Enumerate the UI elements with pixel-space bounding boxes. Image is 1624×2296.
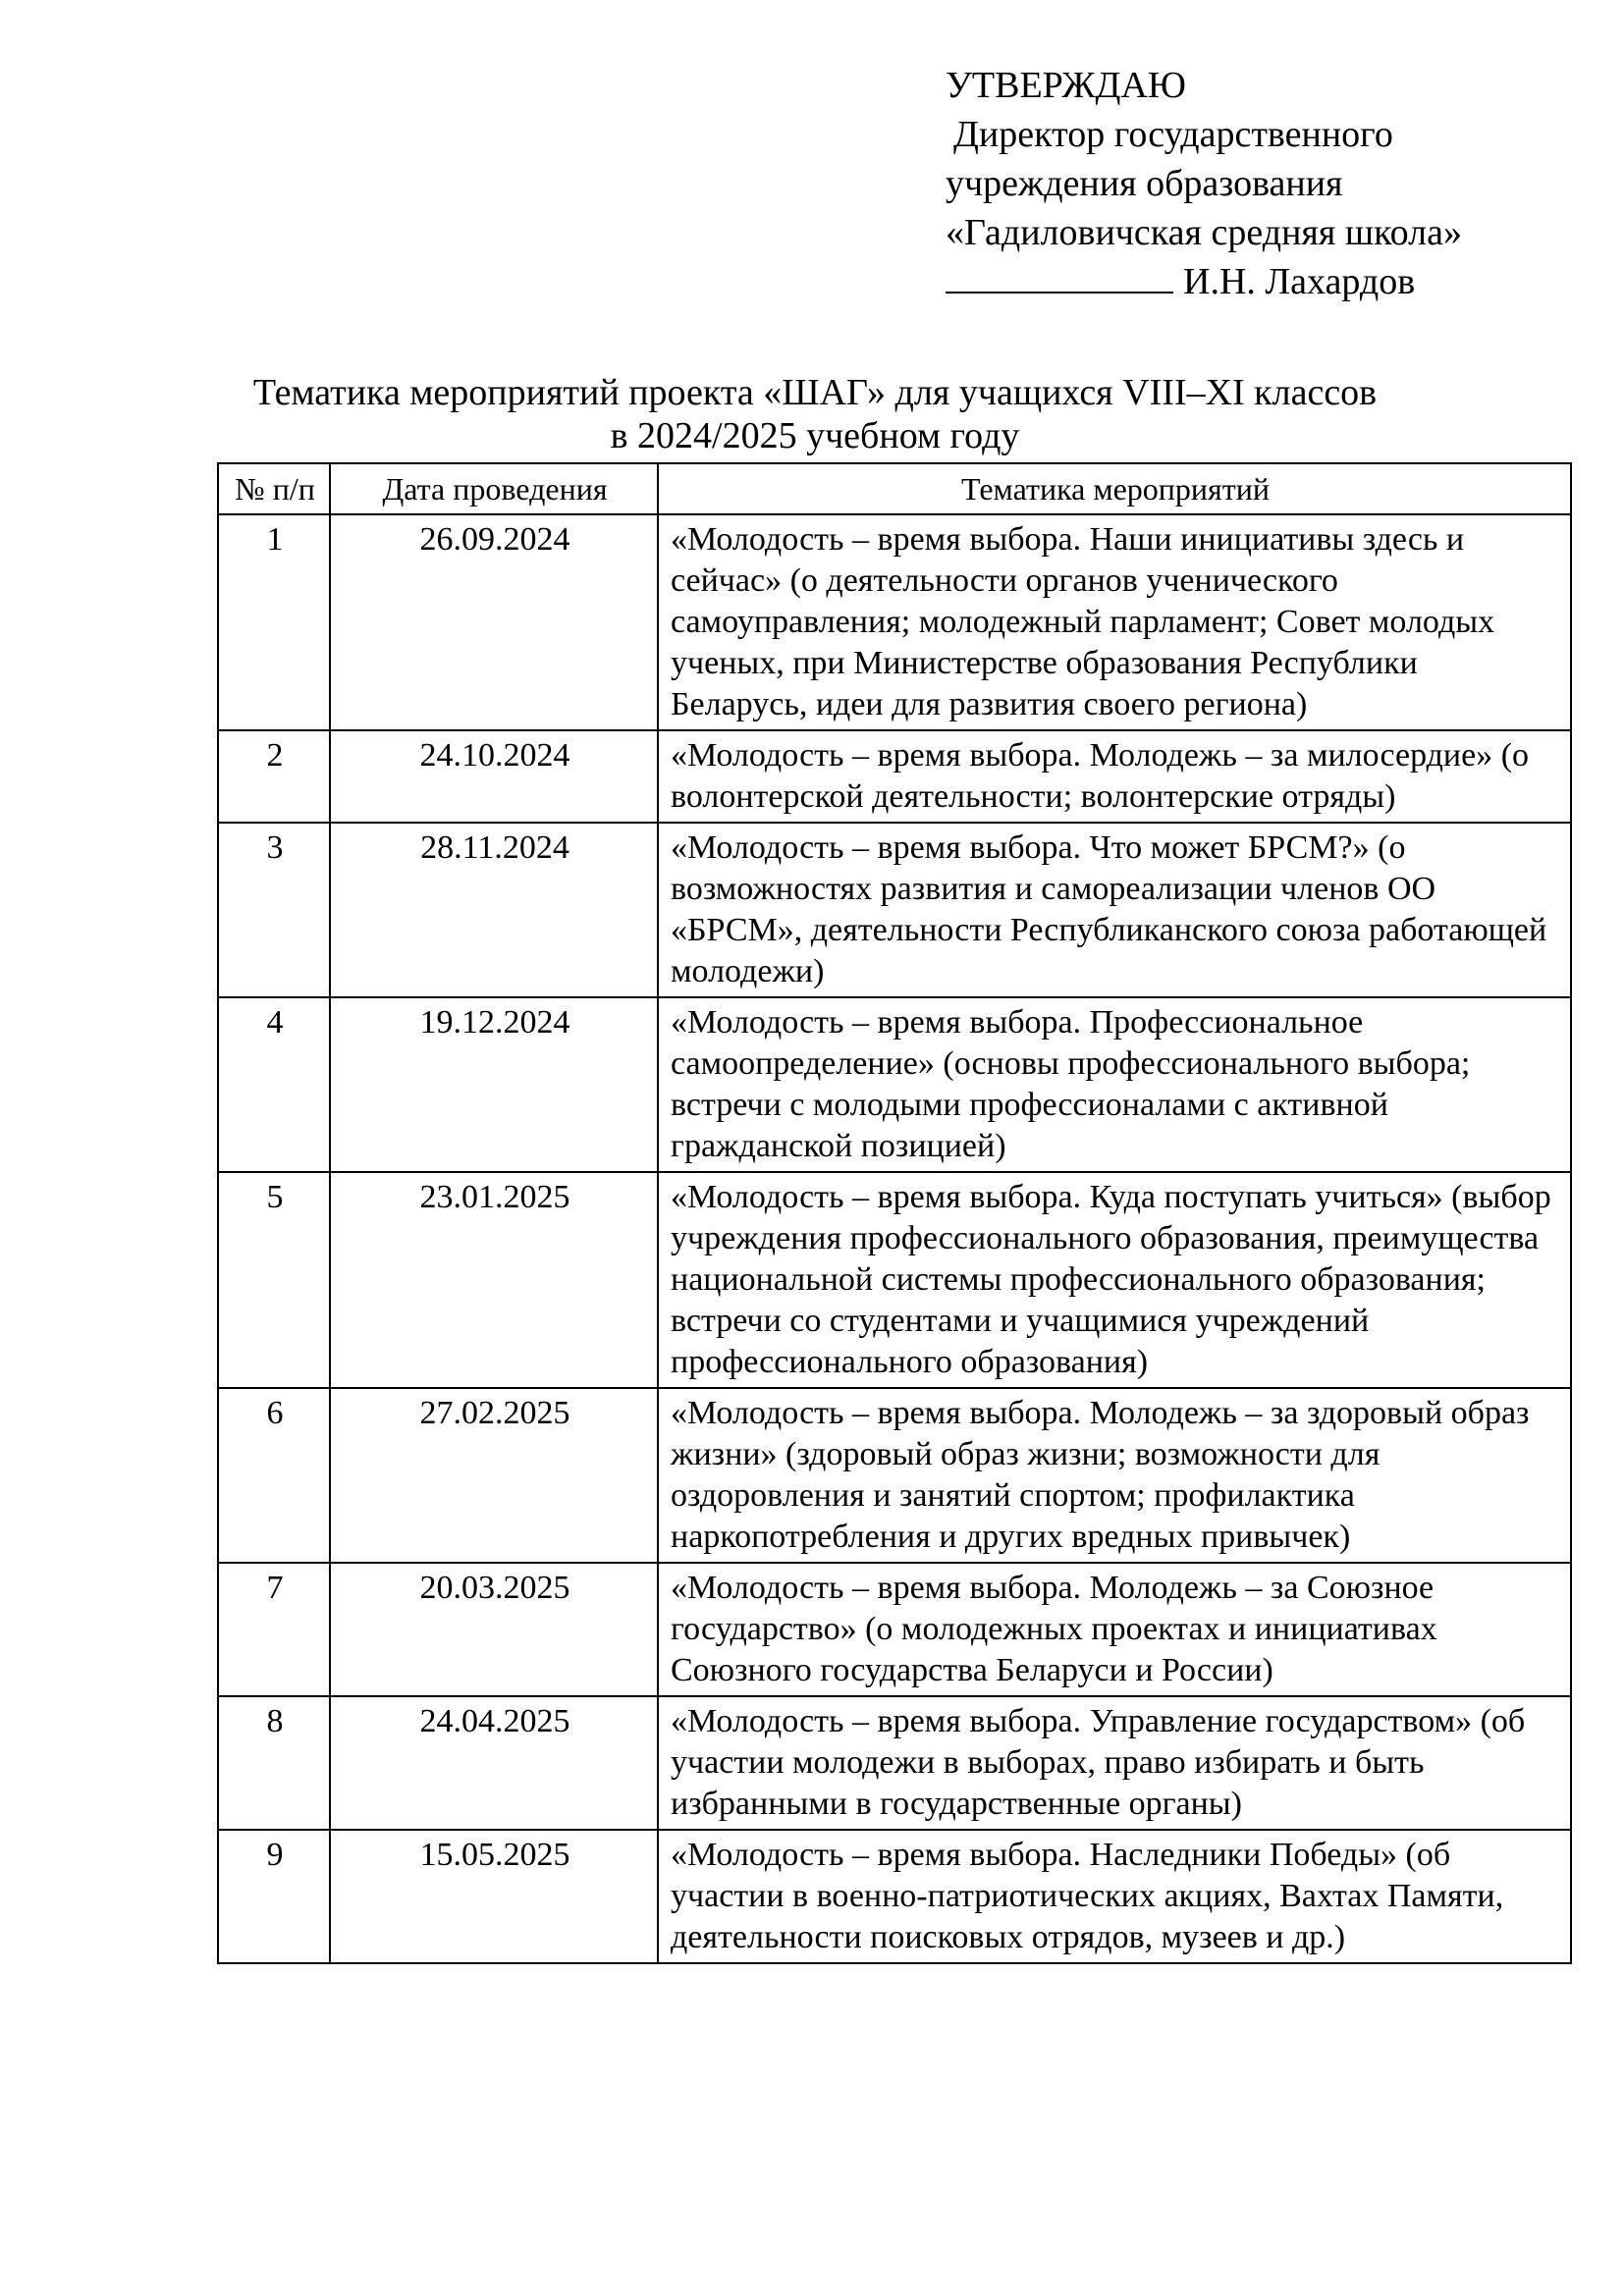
table-row [218, 730, 1571, 823]
table-row [218, 1830, 1571, 1963]
row-number: 5 [218, 1172, 330, 1388]
approval-heading: УТВЕРЖДАЮ [946, 65, 1186, 106]
table-body [218, 514, 1571, 1963]
row-number: 2 [218, 730, 330, 823]
header-date: Дата проведения [330, 463, 658, 514]
approval-block [946, 61, 1574, 306]
approval-school-name: «Гадиловичская средняя школа» [946, 212, 1462, 253]
table-row [218, 1563, 1571, 1696]
header-topic: Тематика мероприятий [658, 463, 1571, 514]
row-topic: «Молодость – время выбора. Наследники Победы» (об участии в военно-патриотических акциях, Вахтах Памяти, деятельности поисковых отрядов, музеев и др.) [658, 1830, 1571, 1963]
table-header-row [218, 463, 1571, 514]
row-topic: «Молодость – время выбора. Профессиональное самоопределение» (основы профессионального выбора; встречи с молодыми профессионалами с активной гражданской позицией) [658, 997, 1571, 1172]
row-number: 4 [218, 997, 330, 1172]
row-topic: «Молодость – время выбора. Молодежь – за милосердие» (о волонтерской деятельности; волонтерские отряды) [658, 730, 1571, 823]
row-number: 7 [218, 1563, 330, 1696]
table-row [218, 1388, 1571, 1563]
table-row [218, 1696, 1571, 1830]
events-table [217, 462, 1572, 1964]
row-date: 24.10.2024 [330, 730, 658, 823]
row-date: 15.05.2025 [330, 1830, 658, 1963]
table-row [218, 514, 1571, 730]
table-row [218, 1172, 1571, 1388]
row-topic: «Молодость – время выбора. Куда поступать учиться» (выбор учреждения профессионального образования, преимущества национальной системы профессионального образования; встречи со студентами и учащимися учреждений профессионального образования) [658, 1172, 1571, 1388]
row-number: 3 [218, 823, 330, 997]
signature-blank [946, 258, 1173, 294]
approval-signature-line [946, 257, 1574, 306]
row-topic: «Молодость – время выбора. Наши инициативы здесь и сейчас» (о деятельности органов ученического самоуправления; молодежный парламент; Совет молодых ученых, при Министерстве образования Республики Беларусь, идеи для развития своего региона) [658, 514, 1571, 730]
document-title-line1: Тематика мероприятий проекта «ШАГ» для учащихся VIII–XI классов [252, 372, 1378, 413]
document-title [177, 371, 1453, 457]
row-number: 8 [218, 1696, 330, 1830]
approval-signer: И.Н. Лахардов [1183, 261, 1416, 302]
row-number: 1 [218, 514, 330, 730]
row-topic: «Молодость – время выбора. Что может БРСМ?» (о возможностях развития и самореализации членов ОО «БРСМ», деятельности Республиканского союза работающей молодежи) [658, 823, 1571, 997]
approval-position-line: Директор государственного [953, 114, 1393, 155]
approval-institution-line: учреждения образования [946, 163, 1343, 204]
table-row [218, 823, 1571, 997]
header-num: № п/п [218, 463, 330, 514]
row-number: 6 [218, 1388, 330, 1563]
row-date: 26.09.2024 [330, 514, 658, 730]
row-date: 19.12.2024 [330, 997, 658, 1172]
row-date: 20.03.2025 [330, 1563, 658, 1696]
row-topic: «Молодость – время выбора. Молодежь – за здоровый образ жизни» (здоровый образ жизни; возможности для оздоровления и занятий спортом; профилактика наркопотребления и других вредных привычек) [658, 1388, 1571, 1563]
row-date: 24.04.2025 [330, 1696, 658, 1830]
row-topic: «Молодость – время выбора. Молодежь – за Союзное государство» (о молодежных проектах и инициативах Союзного государства Беларуси и России) [658, 1563, 1571, 1696]
row-date: 28.11.2024 [330, 823, 658, 997]
row-date: 23.01.2025 [330, 1172, 658, 1388]
row-date: 27.02.2025 [330, 1388, 658, 1563]
document-title-line2: в 2024/2025 учебном году [610, 415, 1020, 456]
table-row [218, 997, 1571, 1172]
row-number: 9 [218, 1830, 330, 1963]
row-topic: «Молодость – время выбора. Управление государством» (об участии молодежи в выборах, право избирать и быть избранными в государственные органы) [658, 1696, 1571, 1830]
